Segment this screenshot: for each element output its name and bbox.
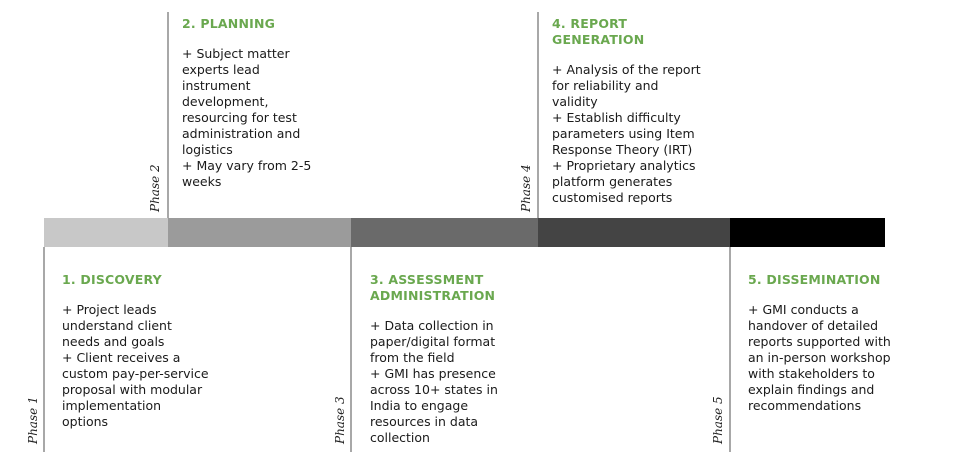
phase-5-body-line: an in-person workshop xyxy=(748,350,891,365)
phase-3-body-line: across 10+ states in xyxy=(370,382,498,397)
phase-3-body-line: from the field xyxy=(370,350,455,365)
phase-4-connector xyxy=(537,12,539,218)
phase-5-title-line: 5. DISSEMINATION xyxy=(748,272,881,287)
phase-3-body-line: paper/digital format xyxy=(370,334,496,349)
timeline-segment-2 xyxy=(168,218,351,247)
phase-1-body-line: custom pay-per-service xyxy=(62,366,209,381)
phase-2-body-line: development, xyxy=(182,94,269,109)
phase-5-title xyxy=(748,272,938,288)
phase-3-block xyxy=(370,272,540,446)
phase-2-connector xyxy=(167,12,169,218)
phase-4-body-line: Response Theory (IRT) xyxy=(552,142,693,157)
timeline-segment-3 xyxy=(351,218,538,247)
timeline-segment-4 xyxy=(538,218,730,247)
phase-1-body-line: + Client receives a xyxy=(62,350,181,365)
phase-3-title-line: ADMINISTRATION xyxy=(370,288,496,303)
timeline-segment-5 xyxy=(730,218,885,247)
phase-2-body-line: logistics xyxy=(182,142,233,157)
phase-5-connector xyxy=(729,247,731,452)
phase-3-body-line: + GMI has presence xyxy=(370,366,496,381)
phase-4-body-line: + Establish difficulty xyxy=(552,110,681,125)
phase-3-connector xyxy=(350,247,352,452)
phase-3-body xyxy=(370,318,540,446)
phase-5-body-line: reports supported with xyxy=(748,334,891,349)
phase-5-body-line: recommendations xyxy=(748,398,862,413)
phase-5-body-line: with stakeholders to xyxy=(748,366,875,381)
phase-2-body-line: administration and xyxy=(182,126,301,141)
phase-4-body xyxy=(552,62,732,206)
phase-4-title xyxy=(552,16,732,48)
phase-1-block xyxy=(62,272,232,430)
phase-2-body xyxy=(182,46,352,190)
phase-1-body-line: needs and goals xyxy=(62,334,165,349)
phase-3-body-line: + Data collection in xyxy=(370,318,494,333)
phase-3-body-line: collection xyxy=(370,430,430,445)
phase-1-body-line: + Project leads xyxy=(62,302,157,317)
phase-2-block xyxy=(182,16,352,190)
phase-4-body-line: + Analysis of the report xyxy=(552,62,701,77)
phase-5-body-line: explain findings and xyxy=(748,382,875,397)
phase-1-body-line: understand client xyxy=(62,318,172,333)
phase-4-block xyxy=(552,16,732,206)
phase-5-body xyxy=(748,302,938,414)
phase-1-body xyxy=(62,302,232,430)
phase-3-label: Phase 3 xyxy=(333,396,347,444)
timeline-segment-1 xyxy=(44,218,168,247)
phase-3-title-line: 3. ASSESSMENT xyxy=(370,272,484,287)
phase-1-body-line: implementation xyxy=(62,398,162,413)
phase-4-title-line: GENERATION xyxy=(552,32,645,47)
phase-2-title xyxy=(182,16,352,32)
phase-3-body-line: India to engage xyxy=(370,398,469,413)
phase-4-body-line: parameters using Item xyxy=(552,126,695,141)
phase-2-body-line: experts lead xyxy=(182,62,260,77)
phase-5-body-line: handover of detailed xyxy=(748,318,879,333)
phase-4-label: Phase 4 xyxy=(519,164,533,212)
phase-1-connector xyxy=(43,247,45,452)
phase-3-body-line: resources in data xyxy=(370,414,479,429)
phase-1-label: Phase 1 xyxy=(26,396,40,444)
phase-4-body-line: customised reports xyxy=(552,190,673,205)
phase-2-body-line: instrument xyxy=(182,78,251,93)
phase-1-title-line: 1. DISCOVERY xyxy=(62,272,162,287)
phase-4-title-line: 4. REPORT xyxy=(552,16,628,31)
phase-2-body-line: resourcing for test xyxy=(182,110,297,125)
phase-4-body-line: validity xyxy=(552,94,598,109)
phase-4-body-line: for reliability and xyxy=(552,78,659,93)
phase-4-body-line: + Proprietary analytics xyxy=(552,158,696,173)
phase-1-body-line: proposal with modular xyxy=(62,382,203,397)
phase-1-title xyxy=(62,272,232,288)
phase-4-body-line: platform generates xyxy=(552,174,673,189)
phase-2-body-line: + Subject matter xyxy=(182,46,290,61)
phase-5-label: Phase 5 xyxy=(711,396,725,444)
phase-5-body-line: + GMI conducts a xyxy=(748,302,859,317)
phase-5-block xyxy=(748,272,938,414)
phase-2-body-line: weeks xyxy=(182,174,222,189)
phase-2-title-line: 2. PLANNING xyxy=(182,16,276,31)
phase-2-label: Phase 2 xyxy=(148,164,162,212)
phase-3-title xyxy=(370,272,540,304)
phase-1-body-line: options xyxy=(62,414,109,429)
phase-2-body-line: + May vary from 2-5 xyxy=(182,158,312,173)
